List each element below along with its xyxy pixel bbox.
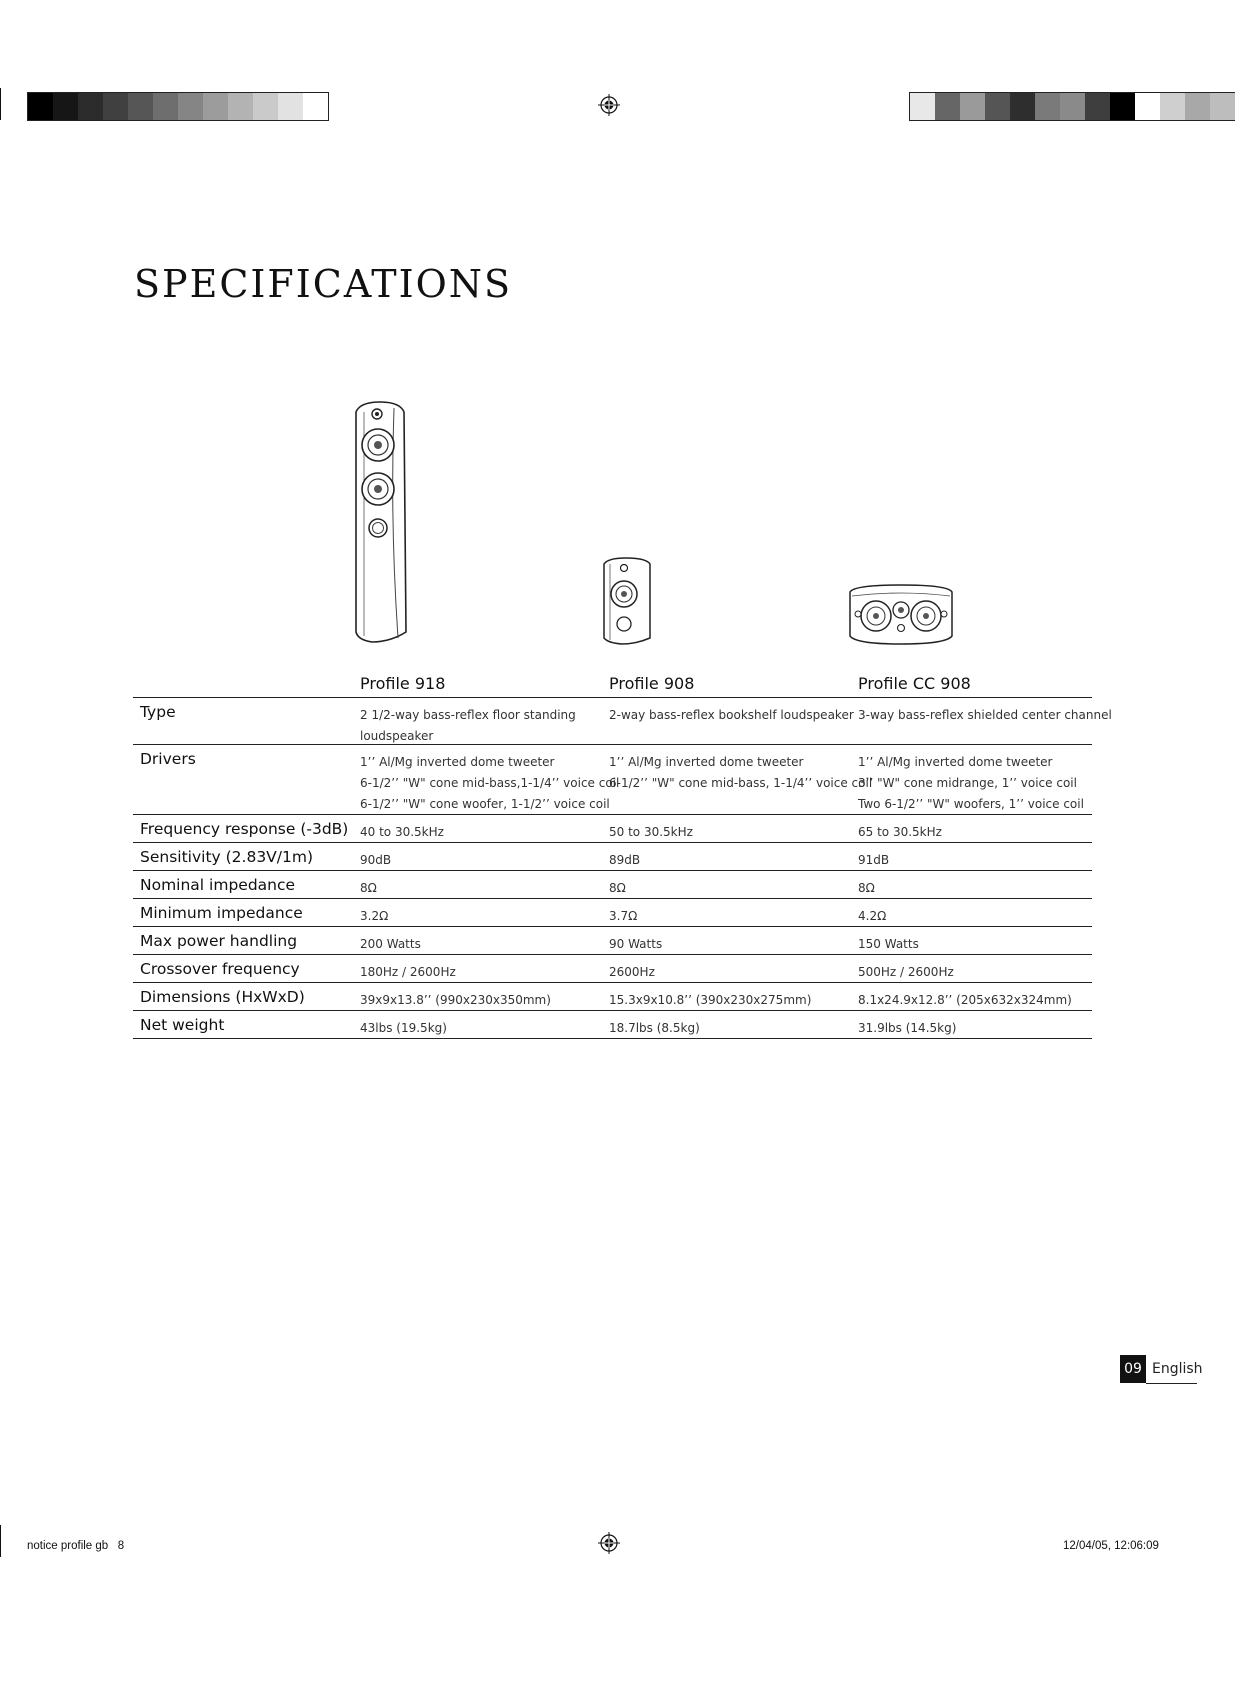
row-value [602,927,851,954]
table-row [133,927,1092,955]
color-swatch [103,93,128,120]
row-value [851,698,1112,744]
center-speaker-illustration [846,582,956,646]
row-label: Net weight [140,1016,225,1034]
color-calibration-bar-right [909,92,1235,121]
row-value [353,815,602,842]
value-line: 6-1/2’’ "W" cone mid-bass, 1-1/4’’ voice coil [609,776,873,790]
color-swatch [28,93,53,120]
row-value [602,871,851,898]
value-line: 8Ω [858,881,875,895]
row-value [353,698,602,744]
row-value [353,955,602,982]
row-value [602,698,854,744]
color-swatch [278,93,303,120]
table-row [133,1011,1092,1039]
value-line: 90dB [360,853,392,867]
row-value [353,871,602,898]
row-value [353,983,602,1010]
value-line: 2-way bass-reflex bookshelf loudspeaker [609,708,854,722]
row-value [851,745,1092,814]
value-line: 4.2Ω [858,909,887,923]
value-line: loudspeaker [360,729,434,743]
value-line: 91dB [858,853,890,867]
registration-mark-icon [598,94,620,116]
row-label: Frequency response (-3dB) [140,820,349,838]
row-value [602,955,851,982]
header-blank-cell [133,668,353,697]
crop-mark-bottom-left [0,1525,1,1557]
table-row [133,815,1092,843]
row-value [602,983,851,1010]
row-value [602,1011,851,1038]
value-line: 65 to 30.5kHz [858,825,942,839]
table-row [133,843,1092,871]
page-title: SPECIFICATIONS [134,262,513,306]
row-value [851,927,1092,954]
color-swatch [1010,93,1035,120]
row-value [851,899,1092,926]
color-swatch [78,93,103,120]
color-swatch [53,93,78,120]
table-row [133,698,1112,745]
row-value [851,983,1092,1010]
value-line: 90 Watts [609,937,663,951]
value-line: 18.7lbs (8.5kg) [609,1021,700,1035]
table-row [133,899,1092,927]
value-line: 39x9x13.8’’ (990x230x350mm) [360,993,551,1007]
value-line: 8.1x24.9x12.8’’ (205x632x324mm) [858,993,1072,1007]
product-header: Profile 918 [360,674,446,693]
color-swatch [228,93,253,120]
row-value [851,843,1092,870]
row-value [353,745,620,814]
value-line: 3.2Ω [360,909,389,923]
color-swatch [1135,93,1160,120]
row-value [602,899,851,926]
color-swatch [178,93,203,120]
row-value [602,745,873,814]
floor-speaker-illustration [350,400,412,645]
color-swatch [1160,93,1185,120]
color-swatch [253,93,278,120]
row-value [353,927,602,954]
value-line: 40 to 30.5kHz [360,825,444,839]
language-label: English [1146,1355,1197,1384]
value-line: 500Hz / 2600Hz [858,965,954,979]
color-swatch [910,93,935,120]
value-line: 15.3x9x10.8’’ (390x230x275mm) [609,993,812,1007]
row-label: Nominal impedance [140,876,296,894]
color-swatch [303,93,328,120]
row-value [353,899,602,926]
row-value [602,815,851,842]
specifications-table [133,668,1112,1039]
row-value [602,843,851,870]
color-swatch [1035,93,1060,120]
color-swatch [203,93,228,120]
row-label: Max power handling [140,932,298,950]
row-label: Drivers [140,750,196,768]
value-line: 3’’ "W" cone midrange, 1’’ voice coil [858,776,1077,790]
footer-timestamp: 12/04/05, 12:06:09 [1063,1540,1159,1552]
row-label: Minimum impedance [140,904,303,922]
crop-mark-top-left [0,88,1,120]
bookshelf-speaker-illustration [600,556,654,646]
table-body [133,698,1112,1039]
color-swatch [960,93,985,120]
row-label: Dimensions (HxWxD) [140,988,305,1006]
page-number: 09 [1120,1355,1146,1383]
row-value [851,1011,1092,1038]
value-line: 3-way bass-reflex shielded center channel [858,708,1112,722]
value-line: 2600Hz [609,965,655,979]
value-line: 50 to 30.5kHz [609,825,693,839]
color-swatch [1110,93,1135,120]
table-header-row [133,668,1092,698]
table-row [133,955,1092,983]
color-swatch [1210,93,1235,120]
row-label: Sensitivity (2.83V/1m) [140,848,314,866]
row-label: Crossover frequency [140,960,300,978]
row-label: Type [140,703,176,721]
color-calibration-bar-left [27,92,329,121]
row-value [851,815,1092,842]
color-swatch [128,93,153,120]
value-line: 1’’ Al/Mg inverted dome tweeter [858,755,1053,769]
value-line: 8Ω [609,881,626,895]
row-value [851,955,1092,982]
row-value [353,1011,602,1038]
value-line: 6-1/2’’ "W" cone woofer, 1-1/2’’ voice coil [360,797,610,811]
value-line: 31.9lbs (14.5kg) [858,1021,957,1035]
value-line: 3.7Ω [609,909,638,923]
value-line: 43lbs (19.5kg) [360,1021,447,1035]
color-swatch [1185,93,1210,120]
value-line: 200 Watts [360,937,421,951]
table-row [133,871,1092,899]
value-line: 2 1/2-way bass-reflex floor standing [360,708,576,722]
value-line: 1’’ Al/Mg inverted dome tweeter [360,755,555,769]
color-swatch [1085,93,1110,120]
value-line: 89dB [609,853,641,867]
color-swatch [1060,93,1085,120]
value-line: 150 Watts [858,937,919,951]
color-swatch [985,93,1010,120]
row-value [353,843,602,870]
table-row [133,745,1092,815]
color-swatch [935,93,960,120]
table-row [133,983,1092,1011]
value-line: 6-1/2’’ "W" cone mid-bass,1-1/4’’ voice coil [360,776,620,790]
value-line: Two 6-1/2’’ "W" woofers, 1’’ voice coil [858,797,1084,811]
footer-file-info: notice profile gb 8 [27,1540,125,1552]
registration-mark-icon [598,1532,620,1554]
product-header: Profile 908 [609,674,695,693]
value-line: 1’’ Al/Mg inverted dome tweeter [609,755,804,769]
product-header: Profile CC 908 [858,674,971,693]
row-value [851,871,1092,898]
value-line: 180Hz / 2600Hz [360,965,456,979]
color-swatch [153,93,178,120]
value-line: 8Ω [360,881,377,895]
